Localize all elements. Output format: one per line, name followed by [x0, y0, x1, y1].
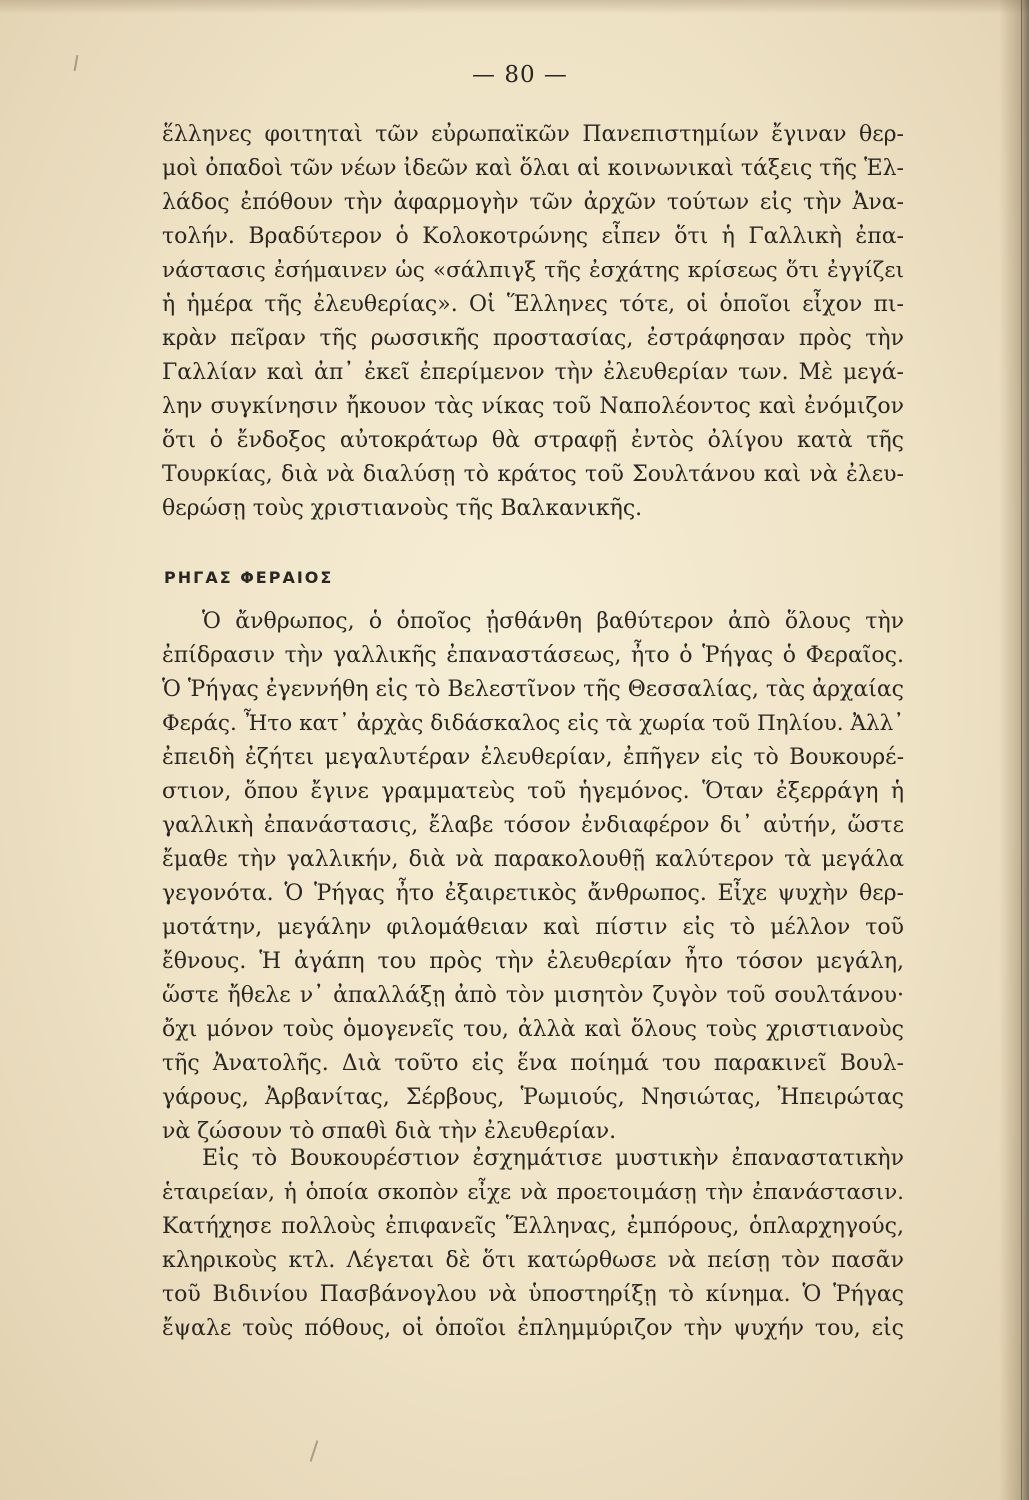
text-line: Φεράς. Ἦτο κατ᾽ ἀρχὰς διδάσκαλος εἰς τὰ χωρία τοῦ Πηλίου. Ἀλλ᾽	[162, 711, 904, 736]
text-line: τολήν. Βραδύτερον ὁ Κολοκοτρώνης εἶπεν ὅτι ἡ Γαλλικὴ ἐπα-	[162, 224, 904, 249]
text-line: γεγονότα. Ὁ Ῥήγας ἦτο ἐξαιρετικὸς ἄνθρωπος. Εἶχε ψυχὴν θερ-	[162, 881, 904, 906]
text-line: κληρικοὺς κτλ. Λέγεται δὲ ὅτι κατώρθωσε νὰ πείσῃ τὸν πασᾶν	[162, 1248, 904, 1273]
paragraph-rigas	[162, 605, 904, 1149]
pencil-mark	[74, 55, 79, 71]
text-line: τοῦ Βιδινίου Πασβάνογλου νὰ ὑποστηρίξῃ τὸ κίνημα. Ὁ Ῥήγας	[162, 1282, 904, 1307]
text-line: Ὁ ἄνθρωπος, ὁ ὁποῖος ᾐσθάνθη βαθύτερον ἀπὸ ὅλους τὴν	[202, 609, 904, 634]
binding-line	[1021, 0, 1022, 1500]
text-line: Τουρκίας, διὰ νὰ διαλύσῃ τὸ κράτος τοῦ Σουλτάνου καὶ νὰ ἐλευ-	[162, 462, 904, 487]
text-line: Κατήχησε πολλοὺς ἐπιφανεῖς Ἕλληνας, ἐμπόρους, ὁπλαρχηγούς,	[162, 1214, 904, 1239]
text-line: ἔθνους. Ἡ ἀγάπη του πρὸς τὴν ἐλευθερίαν ἦτο τόσον μεγάλη,	[162, 949, 904, 974]
text-line: μοτάτην, μεγάλην φιλομάθειαν καὶ πίστιν εἰς τὸ μέλλον τοῦ	[162, 915, 904, 940]
text-line: ὄχι μόνον τοὺς ὁμογενεῖς του, ἀλλὰ καὶ ὅλους τοὺς χριστιανοὺς	[162, 1017, 904, 1042]
text-line: ἐπειδὴ ἐζήτει μεγαλυτέραν ἐλευθερίαν, ἐπῆγεν εἰς τὸ Βουκουρέ-	[162, 745, 904, 770]
page-number: — 80 —	[472, 62, 568, 88]
text-line: μοὶ ὀπαδοὶ τῶν νέων ἰδεῶν καὶ ὅλαι αἱ κοινωνικαὶ τάξεις τῆς Ἑλ-	[162, 156, 904, 181]
text-line: θερώσῃ τοὺς χριστιανοὺς τῆς Βαλκανικῆς.	[162, 496, 643, 521]
text-line: ἡ ἡμέρα τῆς ἐλευθερίας». Οἱ Ἕλληνες τότε, οἱ ὁποῖοι εἶχον πι-	[162, 292, 904, 317]
text-line: Γαλλίαν καὶ ἀπ᾽ ἐκεῖ ἐπερίμενον τὴν ἐλευθερίαν των. Μὲ μεγά-	[162, 360, 904, 385]
text-line: στιον, ὅπου ἔγινε γραμματεὺς τοῦ ἡγεμόνος. Ὅταν ἐξερράγη ἡ	[162, 779, 904, 804]
pencil-mark	[310, 1440, 319, 1462]
text-line: γάρους, Ἀρβανίτας, Σέρβους, Ῥωμιούς, Νησιώτας, Ἠπειρώτας	[162, 1085, 904, 1110]
text-line: Εἰς τὸ Βουκουρέστιον ἐσχημάτισε μυστικὴν ἐπαναστατικὴν	[202, 1146, 904, 1171]
text-line: γαλλικὴ ἐπανάστασις, ἔλαβε τόσον ἐνδιαφέρον δι᾽ αὐτήν, ὥστε	[162, 813, 904, 838]
section-heading: ΡΗΓΑΣ ΦΕΡΑΙΟΣ	[164, 568, 334, 587]
paragraph-continuation	[162, 118, 904, 526]
page-binding-edge	[999, 0, 1029, 1500]
text-line: ἑταιρείαν, ἡ ὁποία σκοπὸν εἶχε νὰ προετοιμάσῃ τὴν ἐπανάστασιν.	[162, 1180, 904, 1205]
text-line: νὰ ζώσουν τὸ σπαθὶ διὰ τὴν ἐλευθερίαν.	[162, 1119, 617, 1144]
text-line: κρὰν πεῖραν τῆς ρωσσικῆς προστασίας, ἐστράφησαν πρὸς τὴν	[162, 326, 904, 351]
text-line: νάστασις ἐσήμαινεν ὡς «σάλπιγξ τῆς ἐσχάτης κρίσεως ὅτι ἐγγίζει	[162, 258, 904, 283]
text-line: ἐπίδρασιν τὴν γαλλικῆς ἐπαναστάσεως, ἦτο ὁ Ῥήγας ὁ Φεραῖος.	[162, 643, 904, 668]
text-line: λάδος ἐπόθουν τὴν ἀφαρμογὴν τῶν ἀρχῶν τούτων εἰς τὴν Ἀνα-	[162, 190, 904, 215]
text-line: ἔψαλε τοὺς πόθους, οἱ ὁποῖοι ἐπλημμύριζον τὴν ψυχήν του, εἰς	[162, 1316, 904, 1341]
text-line: ὅτι ὁ ἔνδοξος αὐτοκράτωρ θὰ στραφῇ ἐντὸς ὀλίγου κατὰ τῆς	[162, 428, 904, 453]
text-line: ἕλληνες φοιτηταὶ τῶν εὐρωπαϊκῶν Πανεπιστημίων ἔγιναν θερ-	[162, 122, 904, 147]
text-line: ἔμαθε τὴν γαλλικήν, διὰ νὰ παρακολουθῇ καλύτερον τὰ μεγάλα	[162, 847, 904, 872]
text-line: τῆς Ἀνατολῆς. Διὰ τοῦτο εἰς ἕνα ποίημά του παρακινεῖ Βουλ-	[162, 1051, 904, 1076]
text-line: λην συγκίνησιν ἤκουον τὰς νίκας τοῦ Ναπολέοντος καὶ ἐνόμιζον	[162, 394, 904, 419]
text-line: Ὁ Ῥήγας ἐγεννήθη εἰς τὸ Βελεστῖνον τῆς Θεσσαλίας, τὰς ἀρχαίας	[162, 677, 904, 702]
paragraph-bucharest	[162, 1142, 904, 1346]
page-top-shadow	[0, 0, 1029, 14]
text-line: ὥστε ἤθελε ν᾽ ἀπαλλάξῃ ἀπὸ τὸν μισητὸν ζυγὸν τοῦ σουλτάνου·	[162, 983, 904, 1008]
